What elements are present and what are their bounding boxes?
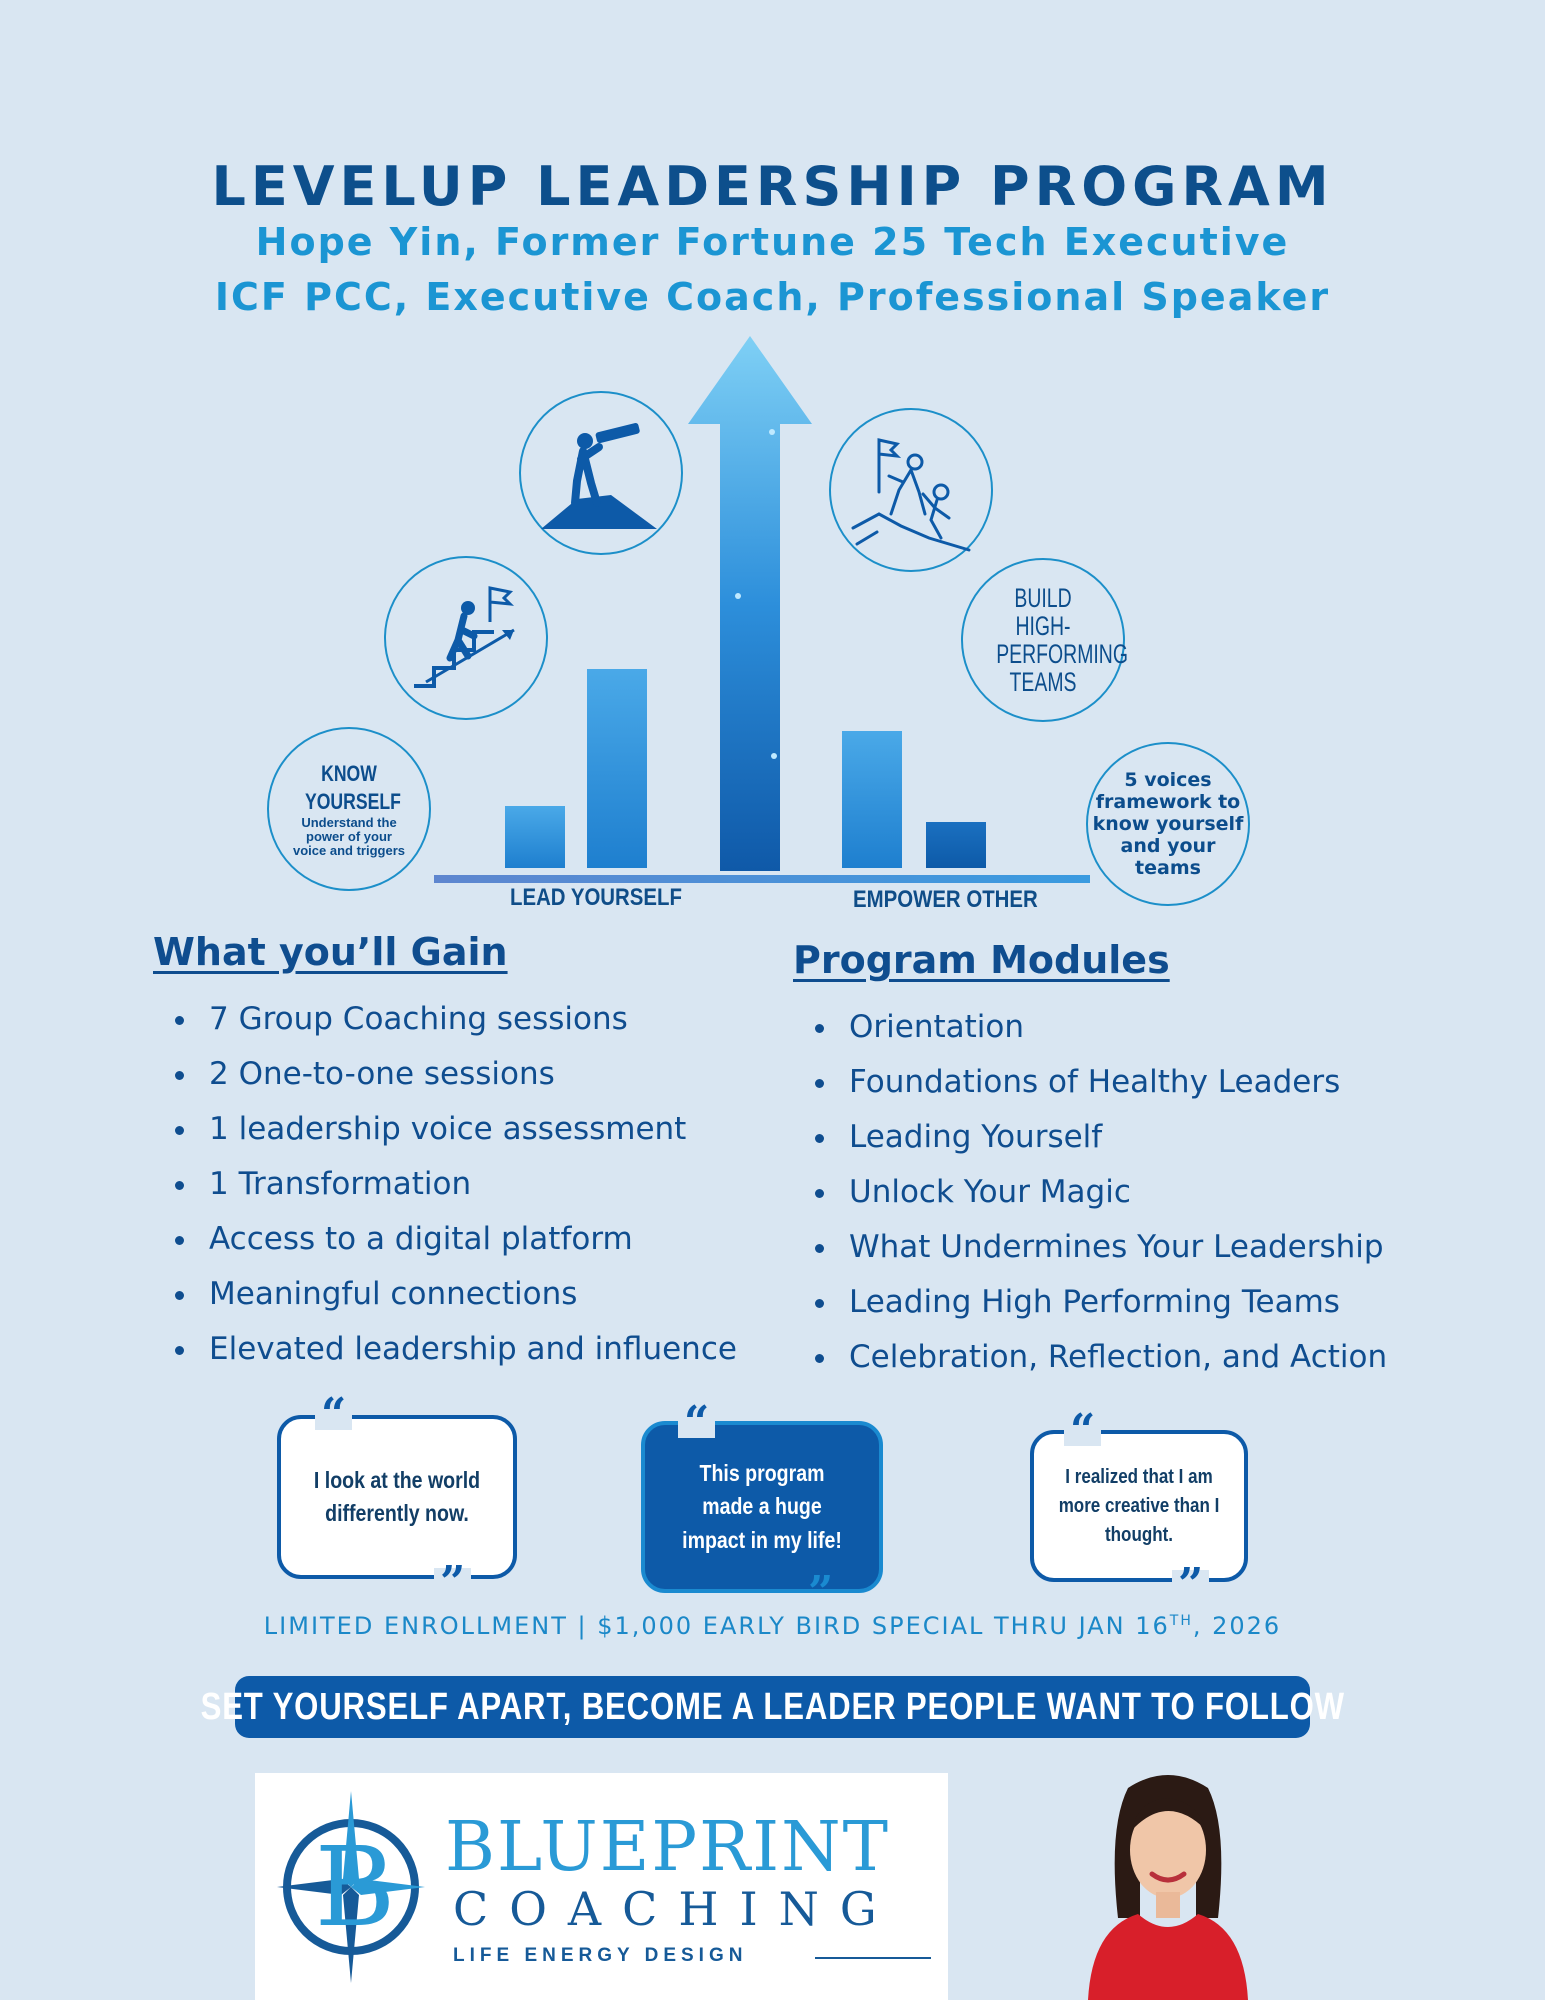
logo-rule: [815, 1957, 931, 1959]
quote-open-icon: “: [315, 1400, 352, 1430]
list-item: Celebration, Reflection, and Action: [795, 1330, 1387, 1385]
enrollment-note: [0, 1612, 1545, 1640]
logo-tagline: LIFE ENERGY DESIGN: [453, 1945, 748, 1966]
list-item: 1 leadership voice assessment: [155, 1102, 737, 1157]
testimonial-text: This program made a huge impact in my life!: [682, 1459, 842, 1553]
logo-subword: COACHING: [453, 1882, 898, 1936]
gain-heading: What you’ll Gain: [153, 930, 508, 974]
logo-monogram: B: [314, 1823, 396, 1951]
quote-close-icon: ”: [434, 1568, 471, 1598]
chart-bar: [842, 731, 902, 868]
list-item: Leading High Performing Teams: [795, 1275, 1387, 1330]
coach-portrait: [1068, 1768, 1268, 2000]
testimonial-text: I realized that I am more creative than I thought.: [1058, 1465, 1220, 1546]
list-item: 7 Group Coaching sessions: [155, 992, 737, 1047]
list-item: Unlock Your Magic: [795, 1165, 1387, 1220]
framework-circle: [1086, 742, 1250, 906]
testimonial-card: [1030, 1430, 1248, 1582]
list-item: Meaningful connections: [155, 1267, 737, 1322]
growth-arrow-icon: [688, 336, 812, 871]
chart-baseline: [434, 875, 1090, 883]
build-teams-circle: [961, 558, 1128, 722]
telescope-icon: [539, 411, 663, 535]
know-yourself-text: Understand the power of your voice and triggers: [293, 815, 405, 858]
list-item: Orientation: [795, 1000, 1387, 1055]
gain-list: [155, 992, 737, 1377]
enrollment-sup: TH: [1169, 1613, 1193, 1629]
testimonial-card: [277, 1415, 517, 1579]
enrollment-text: LIMITED ENROLLMENT | $1,000 EARLY BIRD SPECIAL THRU JAN 16: [263, 1612, 1170, 1640]
quote-open-icon: “: [1064, 1416, 1101, 1446]
lead-yourself-label: LEAD YOURSELF: [510, 884, 682, 911]
list-item: 2 One-to-one sessions: [155, 1047, 737, 1102]
chart-bar: [587, 669, 647, 868]
list-item: Access to a digital platform: [155, 1212, 737, 1267]
modules-list: [795, 1000, 1387, 1385]
empower-other-label: EMPOWER OTHER: [853, 886, 1038, 913]
climb-circle: [384, 556, 548, 720]
quote-open-icon: “: [678, 1408, 715, 1438]
presenter-credentials: ICF PCC, Executive Coach, Professional Speaker: [214, 275, 1331, 319]
presenter-name: Hope Yin, Former Fortune 25 Tech Executive: [255, 220, 1290, 264]
chart-bar: [926, 822, 986, 868]
list-item: What Undermines Your Leadership: [795, 1220, 1387, 1275]
build-teams-text: BUILD HIGH-PERFORMING TEAMS: [996, 583, 1128, 697]
teamwork-climb-icon: [849, 428, 973, 552]
compass-logo-icon: [275, 1787, 435, 1987]
list-item: 1 Transformation: [155, 1157, 737, 1212]
modules-heading: Program Modules: [793, 938, 1170, 982]
enrollment-year: , 2026: [1192, 1612, 1282, 1640]
framework-text: 5 voices framework to know yourself and your teams: [1092, 769, 1244, 879]
know-yourself-circle: [267, 727, 431, 891]
blueprint-coaching-logo: [255, 1773, 948, 2000]
cta-banner: [200, 1676, 1345, 1738]
climbing-stairs-icon: [406, 578, 526, 698]
logo-wordmark: BLUEPRINT: [445, 1808, 891, 1887]
quote-close-icon: ”: [808, 1567, 834, 1618]
chart-bar: [505, 806, 565, 868]
cta-text: SET YOURSELF APART, BECOME A LEADER PEOPLE WANT TO FOLLOW: [200, 1685, 1345, 1728]
teamwork-circle: [829, 408, 993, 572]
testimonial-text: I look at the world differently now.: [313, 1466, 481, 1526]
list-item: Elevated leadership and influence: [155, 1322, 737, 1377]
vision-circle: [519, 391, 683, 555]
program-title: LEVELUP LEADERSHIP PROGRAM: [211, 155, 1334, 218]
list-item: Leading Yourself: [795, 1110, 1387, 1165]
list-item: Foundations of Healthy Leaders: [795, 1055, 1387, 1110]
testimonial-card: [641, 1421, 883, 1593]
know-yourself-title: KNOW YOURSELF: [305, 761, 401, 814]
quote-close-icon: ”: [1172, 1570, 1209, 1600]
